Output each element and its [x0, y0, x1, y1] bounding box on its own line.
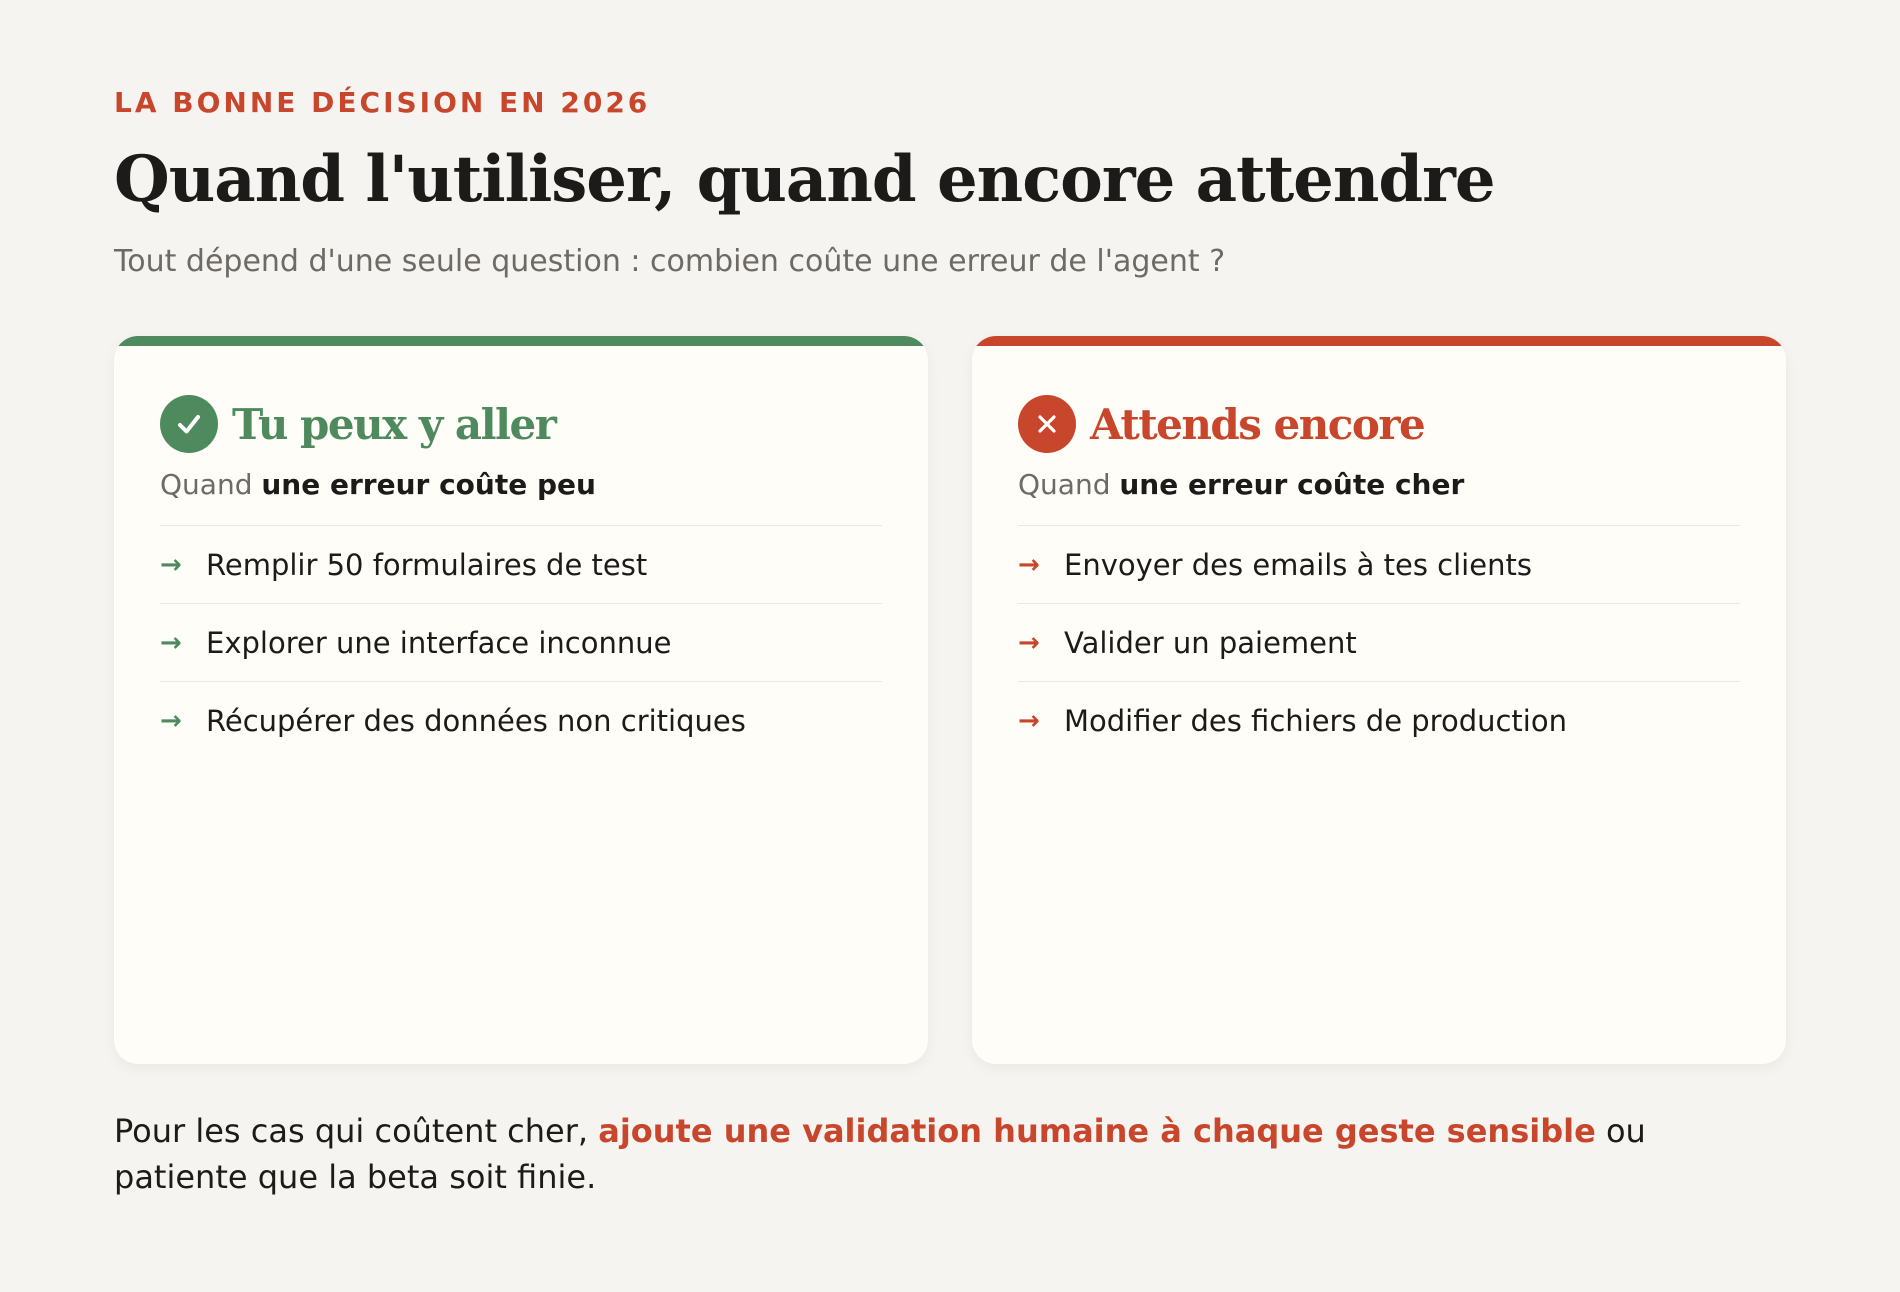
card-wait-sub-prefix: Quand: [1018, 468, 1111, 501]
arrow-right-icon: →: [1018, 706, 1040, 736]
list-item-text: Remplir 50 formulaires de test: [206, 547, 648, 582]
page: [114, 0, 1786, 1292]
list-item-text: Explorer une interface inconnue: [206, 625, 672, 660]
eyebrow-label: LA BONNE DÉCISION EN 2026: [114, 86, 651, 119]
footer-note: [114, 1108, 1774, 1200]
comparison-cards: [114, 336, 1786, 1064]
card-go-sub-prefix: Quand: [160, 468, 253, 501]
list-item: [1018, 604, 1740, 682]
card-wait-subtitle: [1018, 468, 1740, 501]
footer-text-after: ou patiente que la beta soit finie.: [114, 1112, 1646, 1196]
list-item: [1018, 526, 1740, 604]
arrow-right-icon: →: [1018, 627, 1040, 658]
card-wait-accent-bar: [972, 336, 1786, 346]
list-item-text: Récupérer des données non critiques: [206, 704, 746, 738]
card-go-title: Tu peux y aller: [232, 399, 556, 449]
close-icon: [1018, 395, 1076, 453]
list-item: [1018, 682, 1740, 760]
list-item-text: Valider un paiement: [1064, 625, 1357, 660]
card-wait-list: [1018, 525, 1740, 760]
list-item-text: Modifier des fichiers de production: [1064, 704, 1567, 738]
footer-highlight: ajoute une validation humaine à chaque geste sensible: [598, 1112, 1596, 1150]
card-wait-header: [1018, 394, 1740, 454]
card-go-sub-strong: une erreur coûte peu: [261, 468, 596, 501]
list-item: [160, 682, 882, 760]
list-item-text: Envoyer des emails à tes clients: [1064, 547, 1532, 582]
arrow-right-icon: →: [160, 706, 182, 736]
list-item: [160, 526, 882, 604]
arrow-right-icon: →: [160, 627, 182, 658]
check-icon: [160, 395, 218, 453]
page-subtitle: Tout dépend d'une seule question : combien coûte une erreur de l'agent ?: [114, 244, 1226, 279]
card-go-accent-bar: [114, 336, 928, 346]
card-wait-title: Attends encore: [1090, 399, 1425, 449]
arrow-right-icon: →: [160, 549, 182, 580]
card-go-list: [160, 525, 882, 760]
card-go-header: [160, 394, 882, 454]
arrow-right-icon: →: [1018, 549, 1040, 580]
page-title: Quand l'utiliser, quand encore attendre: [114, 142, 1495, 217]
card-go: [114, 336, 928, 1064]
card-go-subtitle: [160, 468, 882, 501]
card-wait-sub-strong: une erreur coûte cher: [1119, 468, 1465, 501]
card-wait: [972, 336, 1786, 1064]
list-item: [160, 604, 882, 682]
footer-text-before: Pour les cas qui coûtent cher,: [114, 1112, 599, 1150]
